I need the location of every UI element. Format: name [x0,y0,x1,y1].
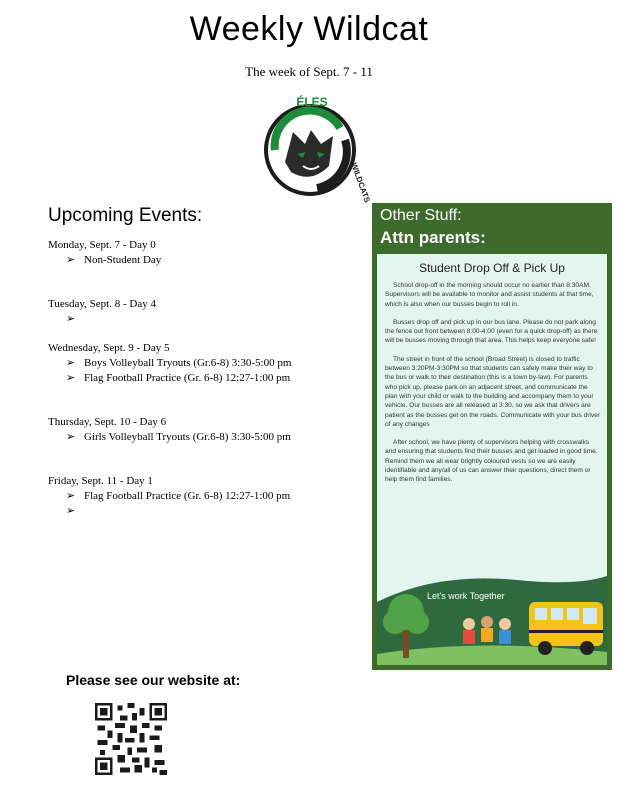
arrow-bullet-icon: ➢ [66,490,76,502]
arrow-bullet-icon: ➢ [66,313,76,325]
day-label: Wednesday, Sept. 9 - Day 5 [48,342,170,354]
event-item: ➢ Non-Student Day [66,254,162,266]
arrow-bullet-icon: ➢ [66,505,76,517]
together-banner-illustration [377,572,607,665]
arrow-bullet-icon: ➢ [66,254,76,266]
attn-parents-heading: Attn parents: [380,228,486,247]
card-paragraph: After school, we have plenty of supervisors helping with crosswalks and ensuring that students find their busses and get loaded in good time. Remind them we all wear brightly coloured vests so we are easily identifiable and any/all of us can answer their questions, direct them or help them find families. [385,439,598,484]
event-item [66,312,368,327]
event-day-friday [48,474,368,519]
logo-top-text: ÉLES [296,95,328,109]
card-paragraph: School drop-off in the morning should occur no earlier than 8:30AM. Supervisors will be available to monitor and assist students at that time, which is also when our busses begin to roll in. [385,282,594,308]
card-paragraph: The street in front of the school (Broad Street) is closed to traffic between 3:20PM-3:30PM so that students can safely make their way to the bus or walk to their destination (this is a town by-law). For parents who pick up, please park on an adjacent street, and communicate the plan with your child or walk to the building and accompany them to your vehicle. Our busses are all released at 3:30, so we ask that drivers are patient as the busses get on the roads. Communicate with your bus driver of any changes [385,355,601,428]
week-subtitle: The week of Sept. 7 - 11 [245,64,373,79]
arrow-bullet-icon: ➢ [66,431,76,443]
banner-text: Let's work Together [427,591,505,601]
arrow-bullet-icon: ➢ [66,372,76,384]
other-stuff-heading: Other Stuff: [380,207,462,224]
day-label: Thursday, Sept. 10 - Day 6 [48,416,167,428]
day-label: Monday, Sept. 7 - Day 0 [48,239,156,251]
website-prompt: Please see our website at: [66,672,241,688]
event-day-monday [48,238,368,268]
event-item: ➢ Boys Volleyball Tryouts (Gr.6-8) 3:30-5:00 pm [66,357,292,369]
other-stuff-panel [372,203,612,670]
card-title: Student Drop Off & Pick Up [419,261,565,275]
day-label: Tuesday, Sept. 8 - Day 4 [48,298,156,310]
event-item: ➢ Flag Football Practice (Gr. 6-8) 12:27-1:00 pm [66,490,291,502]
day-label: Friday, Sept. 11 - Day 1 [48,475,153,487]
drop-off-pickup-card [377,254,607,665]
page-title: Weekly Wildcat [189,10,429,48]
event-item [66,504,368,519]
event-day-wednesday [48,341,368,386]
event-day-thursday [48,415,368,445]
card-body [385,281,601,494]
event-item: ➢ Girls Volleyball Tryouts (Gr.6-8) 3:30-5:00 pm [66,431,291,443]
card-paragraph: Busses drop off and pick up in our bus lane. Please do not park along the fence out front between 8:00-4:00 (even for a quick drop-off) as there will be busses moving through that area. This helps keep everyone safe! [385,318,598,345]
qr-code-icon[interactable] [95,703,167,775]
events-list [48,238,368,519]
logo-side-text: WILDCATS [349,161,372,204]
upcoming-events-heading: Upcoming Events: [48,205,203,226]
event-day-tuesday [48,297,368,327]
wildcats-logo [255,92,372,204]
event-item: ➢ Flag Football Practice (Gr. 6-8) 12:27-1:00 pm [66,372,291,384]
arrow-bullet-icon: ➢ [66,357,76,369]
